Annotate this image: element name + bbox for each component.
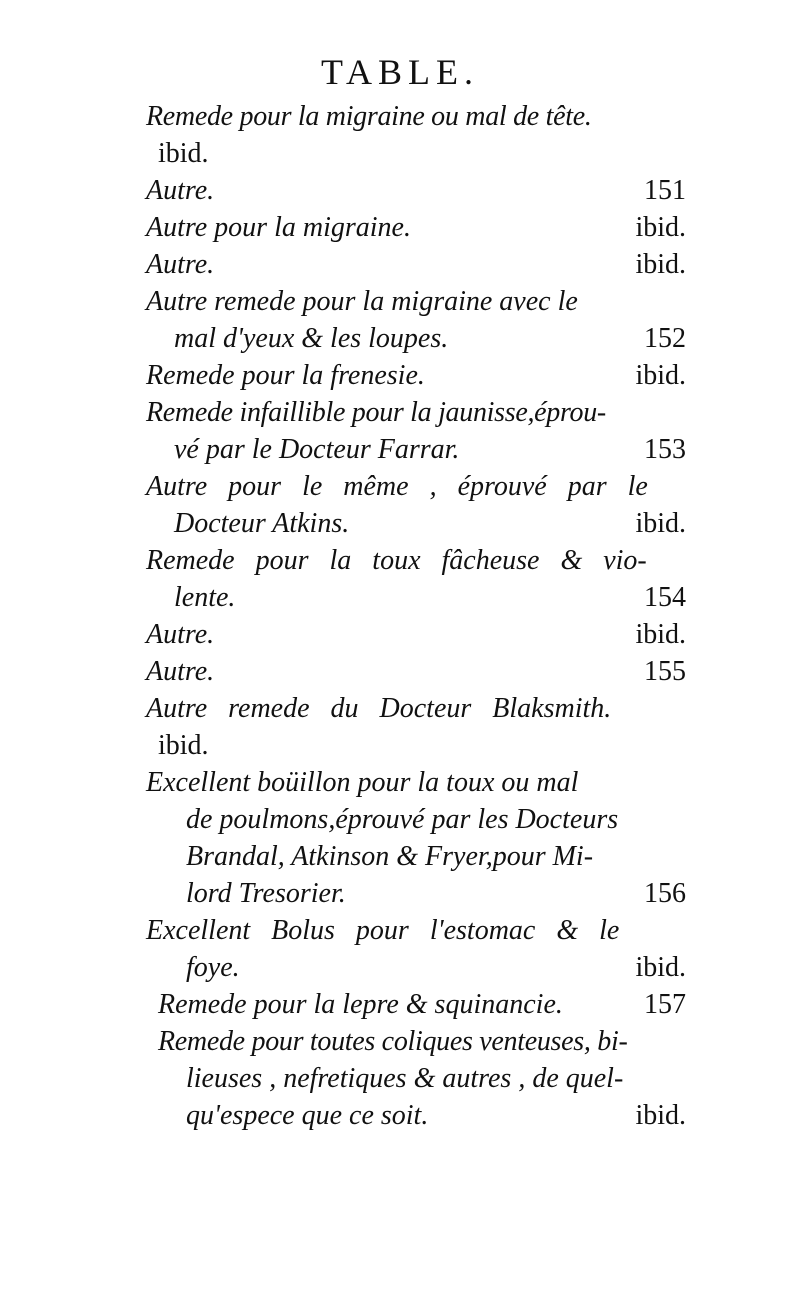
entry-page: 152 xyxy=(644,323,686,354)
entry-title-continued: Docteur Atkins. xyxy=(174,508,350,539)
entry-page: ibid. xyxy=(635,508,686,539)
entry-title-continued: lieuses , nefretiques & autres , de quel- xyxy=(186,1063,624,1094)
entry-title: Autre. xyxy=(146,249,215,280)
entry-title-continued: foye. xyxy=(186,952,240,983)
toc-entry xyxy=(146,764,686,912)
entry-page: ibid. xyxy=(635,212,686,243)
toc-entry xyxy=(146,542,686,616)
toc-entry xyxy=(146,986,686,1023)
entry-page: 153 xyxy=(644,434,686,465)
page-title: TABLE. xyxy=(320,52,480,92)
entry-page: 151 xyxy=(644,175,686,206)
entry-title: Excellent boüillon pour la toux ou mal xyxy=(146,767,579,798)
entry-title: Autre remede du Docteur Blaksmith. xyxy=(146,693,612,724)
entry-title: Autre. xyxy=(146,175,215,206)
entry-title-continued: lente. xyxy=(174,582,236,613)
entry-title: Remede pour la migraine ou mal de tête. xyxy=(146,101,592,132)
entry-page: 157 xyxy=(644,989,686,1020)
entry-page: 156 xyxy=(644,878,686,909)
entry-title-continued: mal d'yeux & les loupes. xyxy=(174,323,449,354)
toc-entry xyxy=(146,616,686,653)
entry-page: 154 xyxy=(644,582,686,613)
entry-title: Remede pour la toux fâcheuse & vio- xyxy=(146,545,647,576)
entry-title-continued: vé par le Docteur Farrar. xyxy=(174,434,460,465)
toc-entry xyxy=(146,98,686,172)
toc-entry xyxy=(146,394,686,468)
entry-page: ibid. xyxy=(158,138,209,169)
entry-title: Remede infaillible pour la jaunisse,éprou- xyxy=(146,397,606,428)
entry-title: Remede pour toutes coliques venteuses, bi- xyxy=(158,1026,628,1057)
entry-title: Remede pour la frenesie. xyxy=(146,360,425,391)
entry-page: ibid. xyxy=(158,730,209,761)
toc-entry xyxy=(146,468,686,542)
entry-title: Autre pour le même , éprouvé par le xyxy=(146,471,648,502)
toc-entry xyxy=(146,283,686,357)
toc-entry xyxy=(146,209,686,246)
entry-title-continued: lord Tresorier. xyxy=(186,878,346,909)
entry-title-continued: de poulmons,éprouvé par les Docteurs xyxy=(186,804,619,835)
entry-title: Autre pour la migraine. xyxy=(146,212,411,243)
entry-page: ibid. xyxy=(635,619,686,650)
entry-title-continued: Brandal, Atkinson & Fryer,pour Mi- xyxy=(186,841,594,872)
toc-entry xyxy=(146,246,686,283)
entry-page: ibid. xyxy=(635,249,686,280)
toc-entry xyxy=(146,172,686,209)
toc-entry xyxy=(146,1023,686,1134)
entry-title: Excellent Bolus pour l'estomac & le xyxy=(146,915,620,946)
toc-entry xyxy=(146,912,686,986)
entry-page: ibid. xyxy=(635,952,686,983)
toc-entry xyxy=(146,653,686,690)
entry-title: Autre. xyxy=(146,656,215,687)
entry-page: ibid. xyxy=(635,1100,686,1131)
entry-page: 155 xyxy=(644,656,686,687)
entry-page: ibid. xyxy=(635,360,686,391)
toc-entry xyxy=(146,690,686,764)
entry-title-continued: qu'espece que ce soit. xyxy=(186,1100,429,1131)
toc-entry xyxy=(146,357,686,394)
table-of-contents xyxy=(146,98,686,1134)
entry-title: Autre. xyxy=(146,619,215,650)
entry-title: Remede pour la lepre & squinancie. xyxy=(158,989,563,1020)
entry-title: Autre remede pour la migraine avec le xyxy=(146,286,578,317)
